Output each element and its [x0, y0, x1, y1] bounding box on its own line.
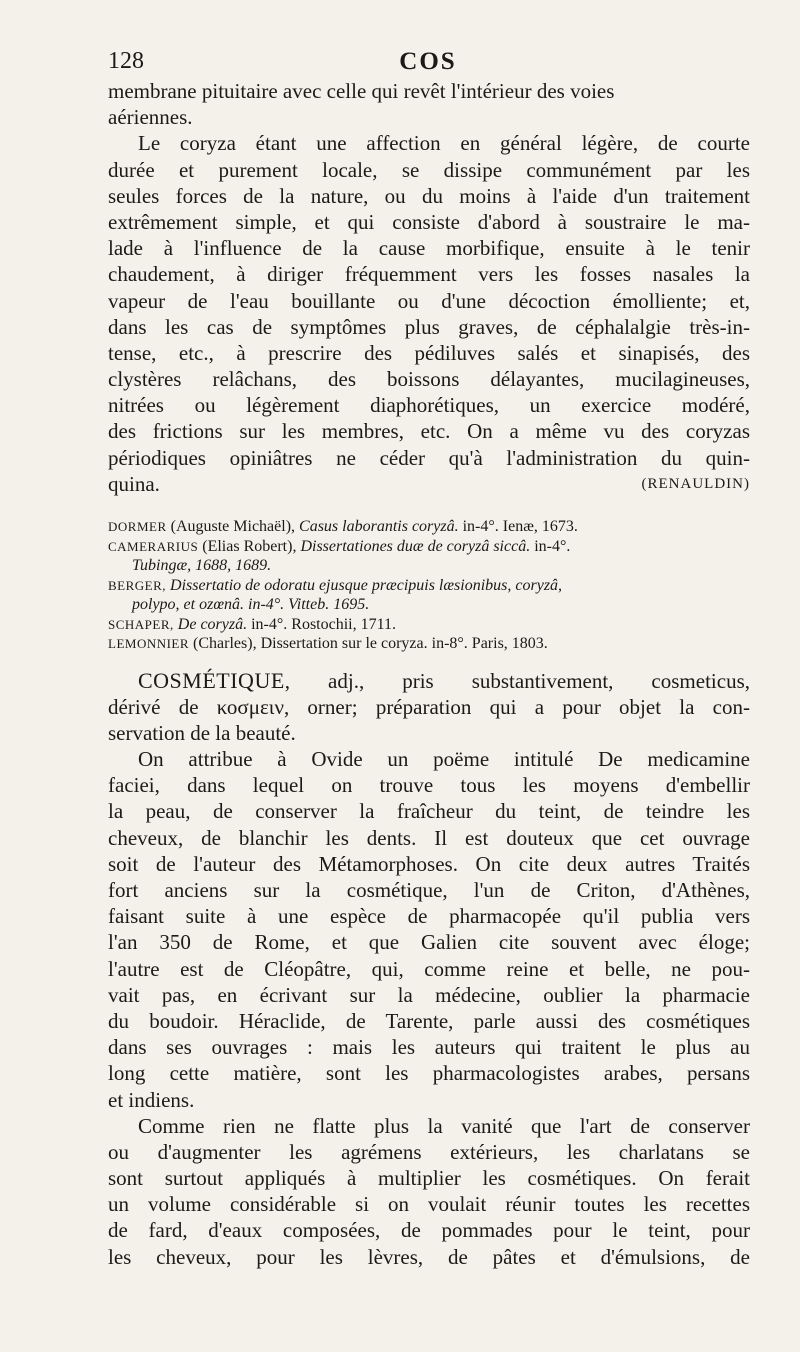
- bib-imprint: Tubingæ, 1688, 1689.: [132, 557, 272, 574]
- text-line: du boudoir. Héraclide, de Tarente, parle aussi des cosmétiques: [108, 1008, 750, 1033]
- text-line: sont surtout appliqués à multiplier les cosmétiques. On ferait: [108, 1166, 750, 1191]
- bib-title: Dissertatio de odoratu ejusque præcipuis læsionibus, coryzâ,: [170, 576, 563, 594]
- bib-detail: (Charles), Dissertation sur le coryza. in-8°. Paris, 1803.: [193, 635, 548, 652]
- running-head: COS: [399, 48, 457, 75]
- bibliography-continuation: [108, 556, 750, 576]
- bibliography-entry: [108, 517, 750, 537]
- bib-author: BERGER,: [108, 577, 167, 593]
- text-line: extrêmement simple, et qui consiste d'abord à soustraire le ma-: [108, 209, 750, 234]
- bib-detail: (Auguste Michaël),: [170, 518, 296, 535]
- text-line: dérivé de κοσμειν, orner; préparation qui a pour objet la con-: [108, 694, 750, 719]
- text-line-final: [108, 471, 750, 497]
- text-line: soit de l'auteur des Métamorphoses. On cite deux autres Traités: [108, 851, 750, 876]
- bibliography-entry: [108, 615, 750, 635]
- coryza-section: [108, 78, 750, 497]
- text-line: vait pas, en écrivant sur la médecine, oublier la pharmacie: [108, 982, 750, 1007]
- text-line: Le coryza étant une affection en général légère, de courte: [138, 131, 750, 156]
- bib-imprint: in-4°. Ienæ, 1673.: [462, 518, 578, 535]
- bibliography-continuation: [108, 595, 750, 615]
- text-line: On attribue à Ovide un poëme intitulé De medicamine: [138, 747, 750, 772]
- text-line: dans ses ouvrages : mais les auteurs qui traitent le plus au: [108, 1035, 750, 1060]
- bib-title: De coryzâ.: [177, 615, 248, 633]
- text-line: la peau, de conserver la fraîcheur du teint, de teindre les: [108, 799, 750, 824]
- page-body: [108, 78, 750, 1270]
- text-line: dans les cas de symptômes plus graves, de céphalalgie très-in-: [108, 314, 750, 339]
- text-line: faciei, dans lequel on trouve tous les moyens d'embellir: [108, 773, 750, 798]
- definition-line: [108, 668, 750, 694]
- text-line: l'an 350 de Rome, et que Galien cite souvent avec éloge;: [108, 930, 750, 955]
- text-line: aériennes.: [108, 105, 193, 130]
- text-fragment: quina.: [108, 471, 160, 496]
- text-line: tense, etc., à prescrire des pédiluves salés et sinapisés, des: [108, 340, 750, 365]
- headword: COSMÉTIQUE: [138, 667, 285, 693]
- text-line: chaudement, à diriger fréquemment vers les fosses nasales la: [108, 262, 750, 287]
- text-line: les cheveux, pour les lèvres, de pâtes et d'émulsions, de: [108, 1244, 750, 1269]
- text-line: clystères relâchans, des boissons délayantes, mucilagineuses,: [108, 367, 750, 392]
- bib-author: CAMERARIUS: [108, 538, 199, 554]
- bib-detail: (Elias Robert),: [202, 537, 297, 555]
- text-line: vapeur de l'eau bouillante ou d'une décoction émolliente; et,: [108, 288, 750, 313]
- text-line: ou d'augmenter les agrémens extérieurs, les charlatans se: [108, 1139, 750, 1164]
- bib-author: DORMER: [108, 519, 167, 534]
- bib-imprint: in-4°.: [534, 537, 571, 555]
- bib-title: Casus laborantis coryzâ.: [299, 518, 459, 535]
- text-line: cheveux, de blanchir les dents. Il est douteux que cet ouvrage: [108, 825, 750, 850]
- text-line: membrane pituitaire avec celle qui revêt l'intérieur des voies: [108, 79, 615, 103]
- page-header: [108, 48, 748, 78]
- text-line: long cette matière, sont les pharmacologistes arabes, persans: [108, 1061, 750, 1086]
- page-number: 128: [108, 48, 144, 74]
- bibliography-entry: [108, 537, 750, 557]
- text-line: périodiques opiniâtres ne céder qu'à l'administration du quin-: [108, 445, 750, 470]
- text-line: lade à l'influence de la cause morbifique, ensuite à le tenir: [108, 236, 750, 261]
- text-line: de fard, d'eaux composées, de pommades pour le teint, pour: [108, 1218, 750, 1243]
- bibliography: [108, 517, 750, 654]
- text-line: et indiens.: [108, 1087, 195, 1112]
- text-line: fort anciens sur la cosmétique, l'un de Criton, d'Athènes,: [108, 878, 750, 902]
- bib-author: SCHAPER,: [108, 616, 174, 632]
- text-line: faisant suite à une espèce de pharmacopée qu'il publia vers: [108, 904, 750, 929]
- cosmetique-section: [108, 668, 750, 1270]
- bib-author: LEMONNIER: [108, 636, 190, 651]
- text-line: un volume considérable si on voulait réunir toutes les recettes: [108, 1192, 750, 1217]
- author-signature: (RENAULDIN): [641, 475, 750, 492]
- bib-imprint: polypo, et ozœnâ. in-4°. Vitteb. 1695.: [132, 596, 370, 613]
- text-line: l'autre est de Cléopâtre, qui, comme reine et belle, ne pou-: [108, 956, 750, 981]
- text-line: nitrées ou légèrement diaphorétiques, un exercice modéré,: [108, 393, 750, 418]
- text-line: seules forces de la nature, ou du moins à l'aide d'un traitement: [108, 183, 750, 208]
- bib-title: Dissertationes duæ de coryzâ siccâ.: [300, 537, 531, 555]
- text-line: Comme rien ne flatte plus la vanité que l'art de conserver: [138, 1113, 750, 1138]
- text-fragment: , adj., pris substantivement, cosmeticus,: [284, 668, 750, 693]
- text-line: servation de la beauté.: [108, 720, 296, 745]
- bibliography-entry: [108, 634, 750, 654]
- text-line: des frictions sur les membres, etc. On a même vu des coryzas: [108, 419, 750, 444]
- text-line: durée et purement locale, se dissipe communément par les: [108, 157, 750, 182]
- bibliography-entry: [108, 576, 750, 596]
- bib-imprint: in-4°. Rostochii, 1711.: [251, 615, 397, 633]
